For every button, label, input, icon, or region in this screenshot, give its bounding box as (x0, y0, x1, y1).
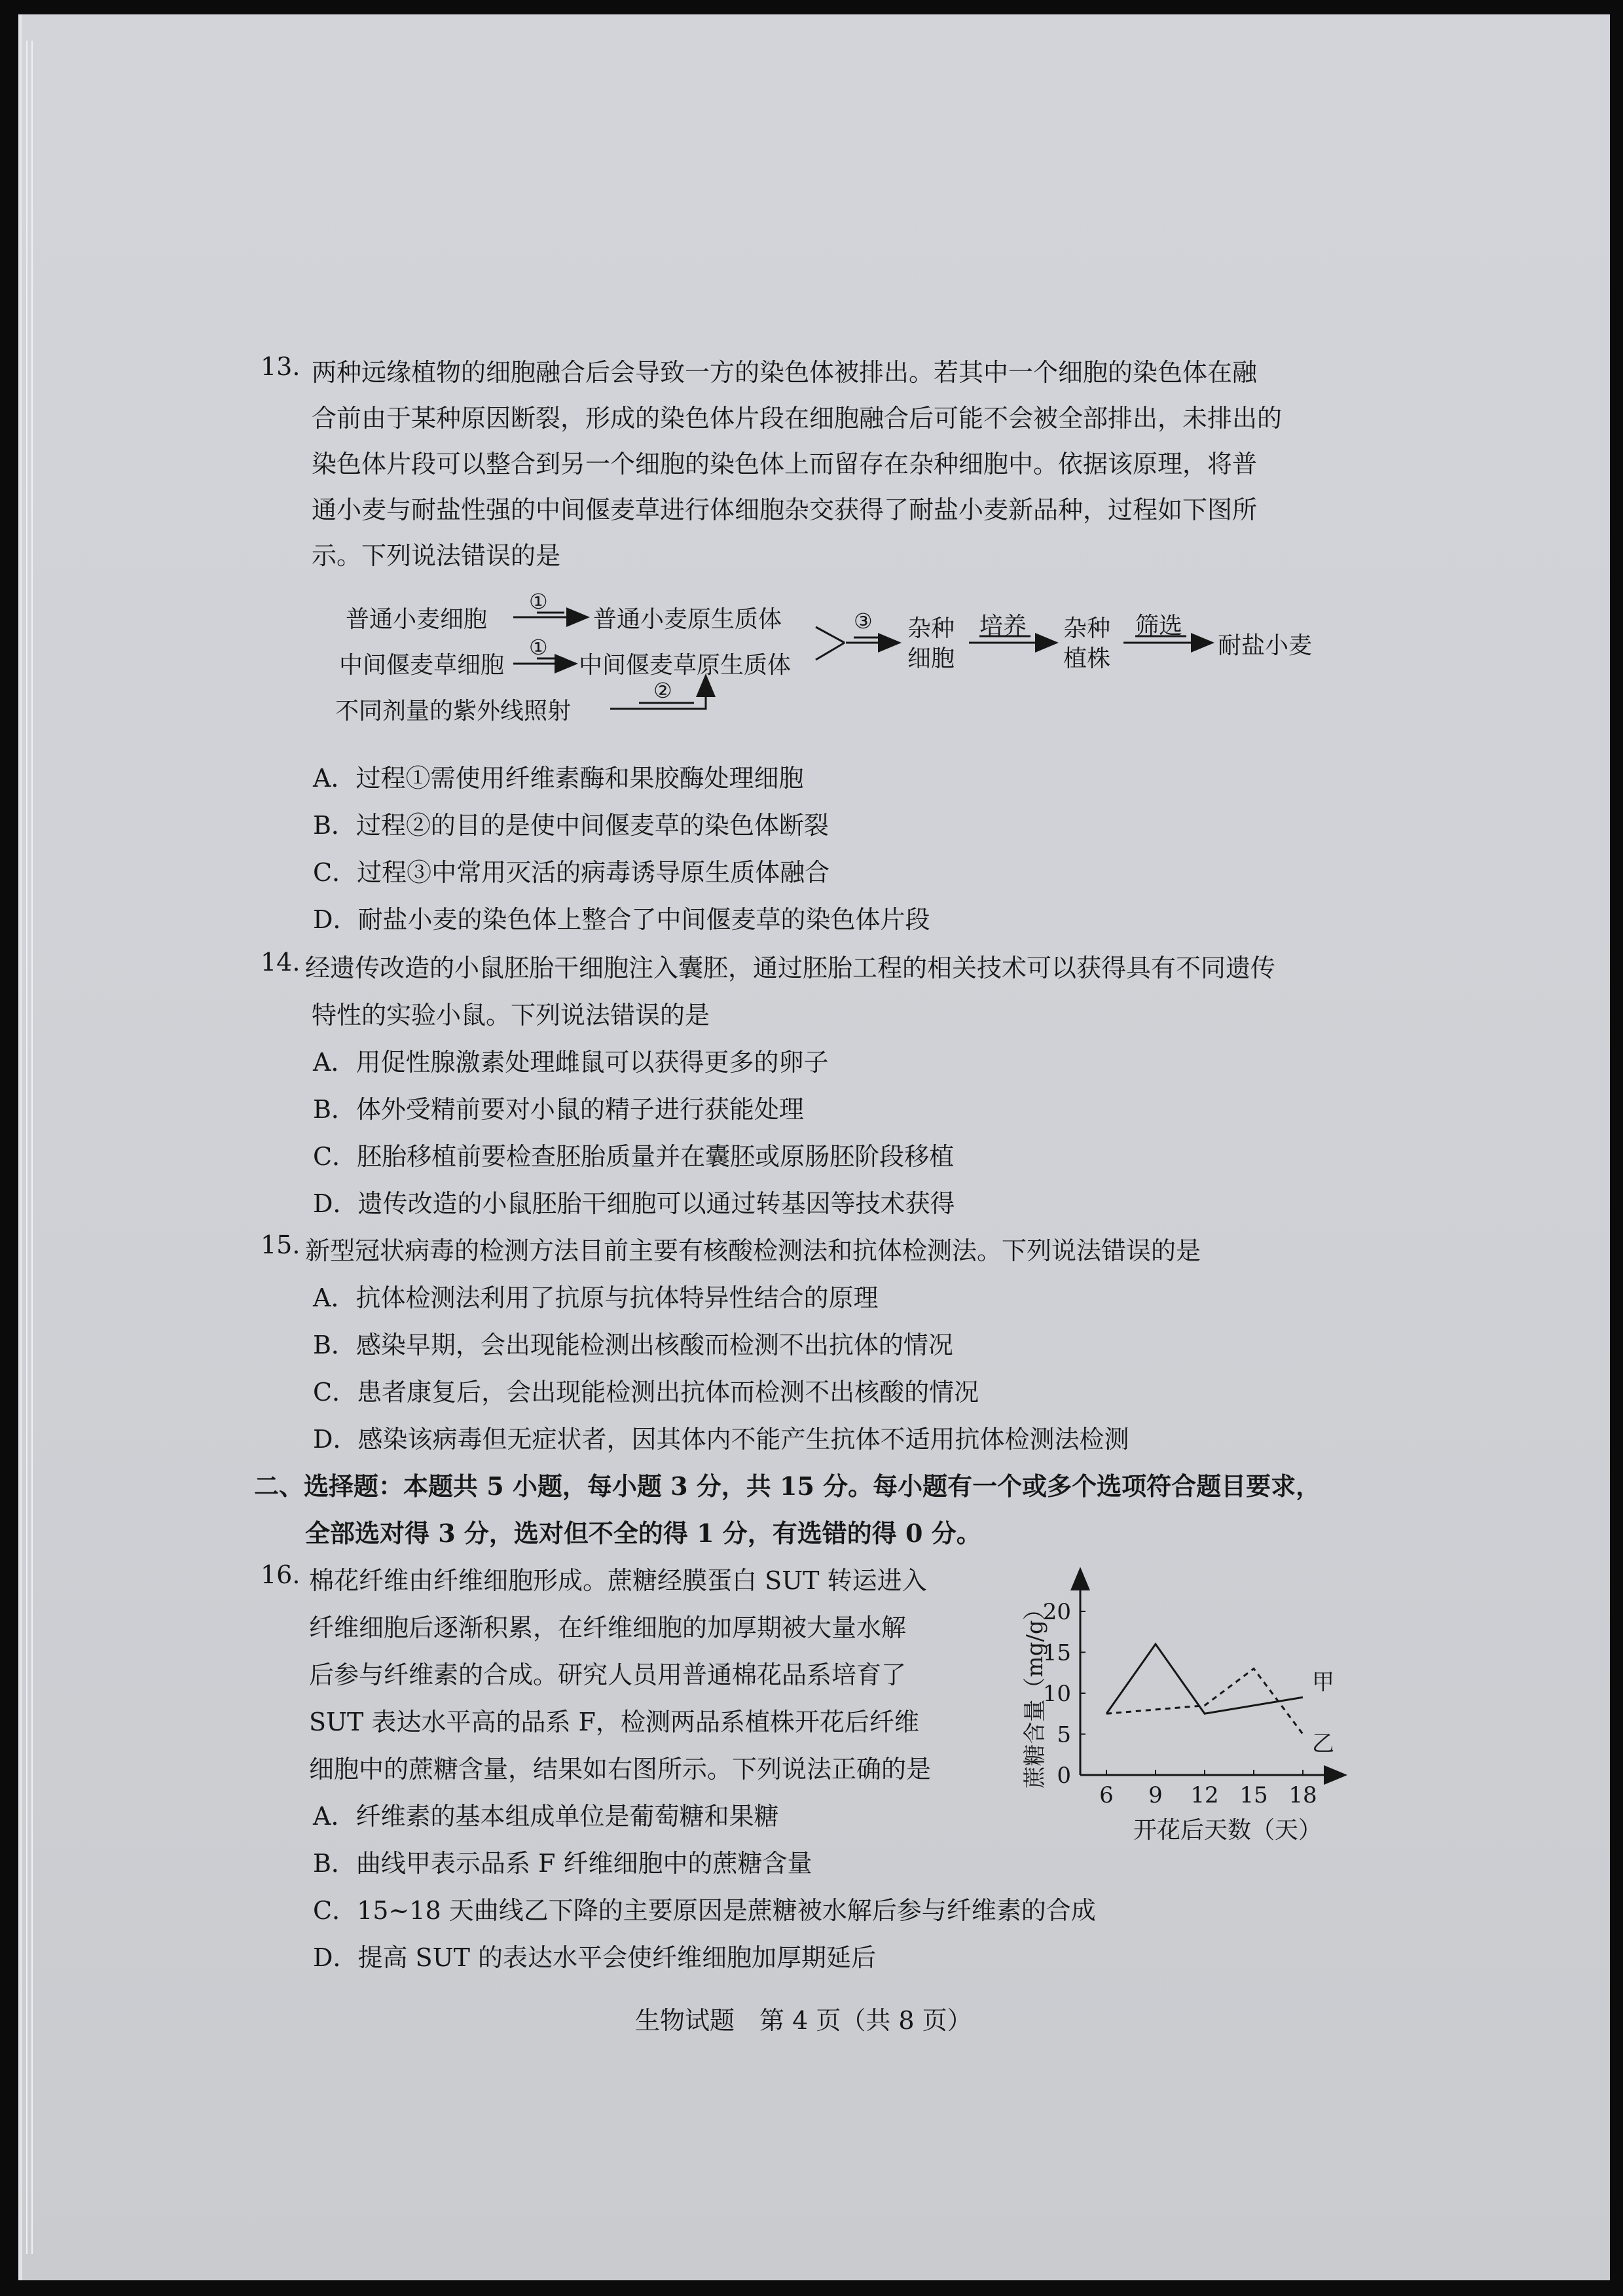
series-line (1106, 1644, 1303, 1713)
question-text: 细胞中的蔗糖含量，结果如右图所示。下列说法正确的是 (309, 1755, 932, 1784)
hybrid-cell-label: 细胞 (907, 645, 955, 672)
question-text: 新型冠状病毒的检测方法目前主要有核酸检测法和抗体检测法。下列说法错误的是 (305, 1236, 1201, 1265)
question-text: SUT 表达水平高的品系 F，检测两品系植株开花后纤维 (309, 1708, 919, 1736)
grass-protoplast-label: 中间偃麦草原生质体 (579, 652, 792, 679)
question-number: 15. (261, 1230, 301, 1259)
x-tick-label: 18 (1288, 1782, 1317, 1808)
step-3-mark: ③ (854, 609, 873, 634)
step-1-mark: ① (529, 635, 548, 660)
hybrid-plant-label: 植株 (1063, 645, 1111, 672)
question-text: 两种远缘植物的细胞融合后会导致一方的染色体被排出。若其中一个细胞的染色体在融 (312, 358, 1258, 387)
option-a: A．纤维素的基本组成单位是葡萄糖和果糖 (313, 1802, 779, 1831)
result-label: 耐盐小麦 (1218, 632, 1313, 659)
sucrose-content-chart (1008, 1558, 1401, 1859)
option-a: A．抗体检测法利用了抗原与抗体特异性结合的原理 (313, 1283, 879, 1312)
series-label: 甲 (1312, 1669, 1334, 1696)
page-footer: 生物试题 第 4 页（共 8 页） (635, 2006, 972, 2035)
section-text: 二、选择题：本题共 5 小题，每小题 3 分，共 15 分。每小题有一个或多个选项符合题目要求， (254, 1471, 1321, 1501)
step-2-mark: ② (653, 678, 672, 703)
option-c: C．15~18 天曲线乙下降的主要原因是蔗糖被水解后参与纤维素的合成 (313, 1896, 1096, 1925)
option-a: A．用促性腺激素处理雌鼠可以获得更多的卵子 (313, 1048, 829, 1077)
y-tick-label: 15 (1042, 1640, 1071, 1666)
y-axis-title: 蔗糖含量（mg/g） (1022, 1598, 1048, 1789)
question-number: 16. (261, 1560, 301, 1589)
y-tick-label: 20 (1042, 1599, 1071, 1625)
question-text: 纤维细胞后逐渐积累，在纤维细胞的加厚期被大量水解 (309, 1613, 907, 1642)
question-text: 经遗传改造的小鼠胚胎干细胞注入囊胚，通过胚胎工程的相关技术可以获得具有不同遗传 (305, 954, 1276, 982)
option-b: B．过程②的目的是使中间偃麦草的染色体断裂 (313, 811, 829, 840)
diagram-arrows (0, 0, 1623, 740)
y-tick-label: 0 (1057, 1763, 1071, 1789)
wheat-protoplast-label: 普通小麦原生质体 (593, 606, 782, 633)
option-c: C．过程③中常用灭活的病毒诱导原生质体融合 (313, 858, 830, 887)
x-tick-label: 6 (1099, 1782, 1114, 1808)
question-text: 示。下列说法错误的是 (312, 541, 561, 570)
hybrid-plant-label: 杂种 (1063, 615, 1111, 642)
question-text: 合前由于某种原因断裂，形成的染色体片段在细胞融合后可能不会被全部排出，未排出的 (312, 404, 1283, 433)
step-1-mark: ① (529, 589, 548, 614)
x-tick-label: 12 (1190, 1782, 1219, 1808)
section-text: 全部选对得 3 分，选对但不全的得 1 分，有选错的得 0 分。 (305, 1518, 981, 1548)
wheat-cell-label: 普通小麦细胞 (346, 606, 488, 633)
question-text: 通小麦与耐盐性强的中间偃麦草进行体细胞杂交获得了耐盐小麦新品种，过程如下图所 (312, 495, 1258, 524)
series-label: 乙 (1312, 1731, 1334, 1757)
option-d: D．耐盐小麦的染色体上整合了中间偃麦草的染色体片段 (313, 905, 930, 934)
option-b: B．感染早期，会出现能检测出核酸而检测不出抗体的情况 (313, 1331, 953, 1359)
question-text: 特性的实验小鼠。下列说法错误的是 (312, 1001, 710, 1030)
option-d: D．感染该病毒但无症状者，因其体内不能产生抗体不适用抗体检测法检测 (313, 1425, 1129, 1454)
hybrid-cell-label: 杂种 (907, 615, 955, 642)
question-number: 13. (261, 352, 301, 381)
culture-label: 培养 (979, 613, 1027, 639)
question-text: 后参与纤维素的合成。研究人员用普通棉花品系培育了 (309, 1660, 907, 1689)
y-tick-label: 5 (1057, 1721, 1071, 1748)
option-b: B．体外受精前要对小鼠的精子进行获能处理 (313, 1095, 804, 1124)
select-label: 筛选 (1135, 613, 1183, 639)
option-c: C．患者康复后，会出现能检测出抗体而检测不出核酸的情况 (313, 1378, 979, 1407)
x-tick-label: 15 (1239, 1782, 1268, 1808)
option-b: B．曲线甲表示品系 F 纤维细胞中的蔗糖含量 (313, 1849, 812, 1878)
question-text: 染色体片段可以整合到另一个细胞的染色体上而留存在杂种细胞中。依据该原理，将普 (312, 450, 1258, 478)
option-c: C．胚胎移植前要检查胚胎质量并在囊胚或原肠胚阶段移植 (313, 1142, 955, 1171)
option-a: A．过程①需使用纤维素酶和果胶酶处理细胞 (313, 764, 804, 793)
x-axis-title: 开花后天数（天） (1133, 1817, 1322, 1844)
y-tick-label: 10 (1042, 1681, 1071, 1707)
option-d: D．遗传改造的小鼠胚胎干细胞可以通过转基因等技术获得 (313, 1189, 955, 1218)
option-d: D．提高 SUT 的表达水平会使纤维细胞加厚期延后 (313, 1943, 877, 1972)
grass-cell-label: 中间偃麦草细胞 (339, 652, 505, 679)
x-tick-label: 9 (1148, 1782, 1163, 1808)
question-number: 14. (261, 948, 301, 977)
uv-label: 不同剂量的紫外线照射 (335, 698, 572, 725)
question-text: 棉花纤维由纤维细胞形成。蔗糖经膜蛋白 SUT 转运进入 (309, 1566, 927, 1595)
